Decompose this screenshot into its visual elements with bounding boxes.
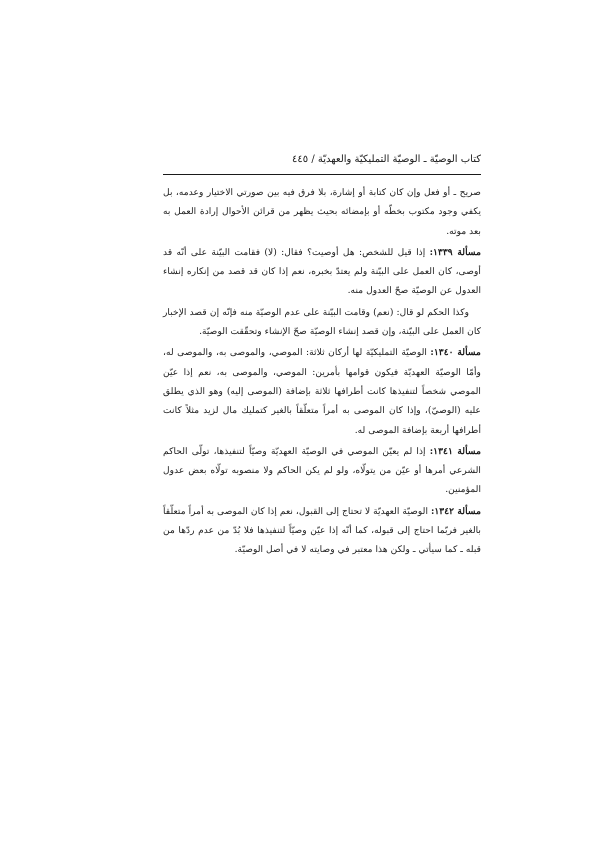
paragraph (163, 303, 481, 342)
paragraph (163, 343, 481, 439)
body-text (163, 183, 481, 562)
paragraph (163, 183, 481, 241)
masala-label: مسألة ١٣٤٠: (430, 347, 481, 359)
running-header: كتاب الوصيّة ـ الوصيّة التمليكيّة والعهديّة / ٤٤٥ (292, 154, 481, 165)
paragraph (163, 243, 481, 301)
paragraph (163, 442, 481, 500)
paragraph-text: الوصيّة التمليكيّة لها أركان ثلاثة: الموصي، والموصى به، والموصى له، وأمّا الوصيّة العهديّة فيكون قوامها بأمرين: الموصي، والموصى به، نعم إذا عيّن الموصي شخصاً لتنفيذها كانت أطرافها ثلاثة بإضافة (الموصى إليه) وهو الذي يطلق عليه (الوصيّ)، وإذا كان الموصى به أمراً متعلّقاً بالغير كتمليك مال لزيد مثلاً كانت أطرافها أربعة بإضافة الموصى له. (163, 347, 481, 436)
masala-label: مسألة ١٣٤٢: (430, 505, 481, 517)
paragraph-text: إذا قيل للشخص: هل أوصيت؟ فقال: (لا) فقامت البيّنة على أنّه قد أوصى، كان العمل على البيّنة ولم يعتدّ بخبره، نعم إذا كان قد قصد من إنكاره إنشاء العدول عن الوصيّة صحّ العدول منه. (163, 246, 481, 297)
masala-label: مسألة ١٣٣٩: (429, 246, 481, 258)
header-rule (163, 174, 481, 175)
paragraph-text: إذا لم يعيّن الموصي في الوصيّة العهديّة وصيّاً لتنفيذها، تولّى الحاكم الشرعي أمرها أو عيّن من يتولّاه، ولو لم يكن الحاكم ولا منصوبه تولّاه بعض عدول المؤمنين. (163, 445, 481, 496)
paragraph (163, 502, 481, 560)
paragraph-text: الوصيّة العهديّة لا تحتاج إلى القبول، نعم إذا كان الموصى به أمراً متعلّقاً بالغير فربّما احتاج إلى قبوله، كما أنّه إذا عيّن وصيّاً لتنفيذها فلا بُدّ من عدم ردّها من قبله ـ كما سيأتي ـ ولكن هذا معتبر في وصايته لا في أصل الوصيّة. (163, 505, 481, 556)
paragraph-text: وكذا الحكم لو قال: (نعم) وقامت البيّنة على عدم الوصيّة منه فإنّه إن قصد الإخبار كان العمل على البيّنة، وإن قصد إنشاء الوصيّة صحّ الإنشاء وتحقّقت الوصيّة. (163, 306, 481, 338)
masala-label: مسألة ١٣٤١: (429, 445, 481, 457)
paragraph-text: صريح ـ أو فعل وإن كان كتابة أو إشارة، بلا فرق فيه بين صورتي الاختيار وعدمه، بل يكفي وجود مكتوب بخطّه أو بإمضائه بحيث يظهر من قرائن الأحوال إرادة العمل به بعد موته. (163, 187, 481, 237)
